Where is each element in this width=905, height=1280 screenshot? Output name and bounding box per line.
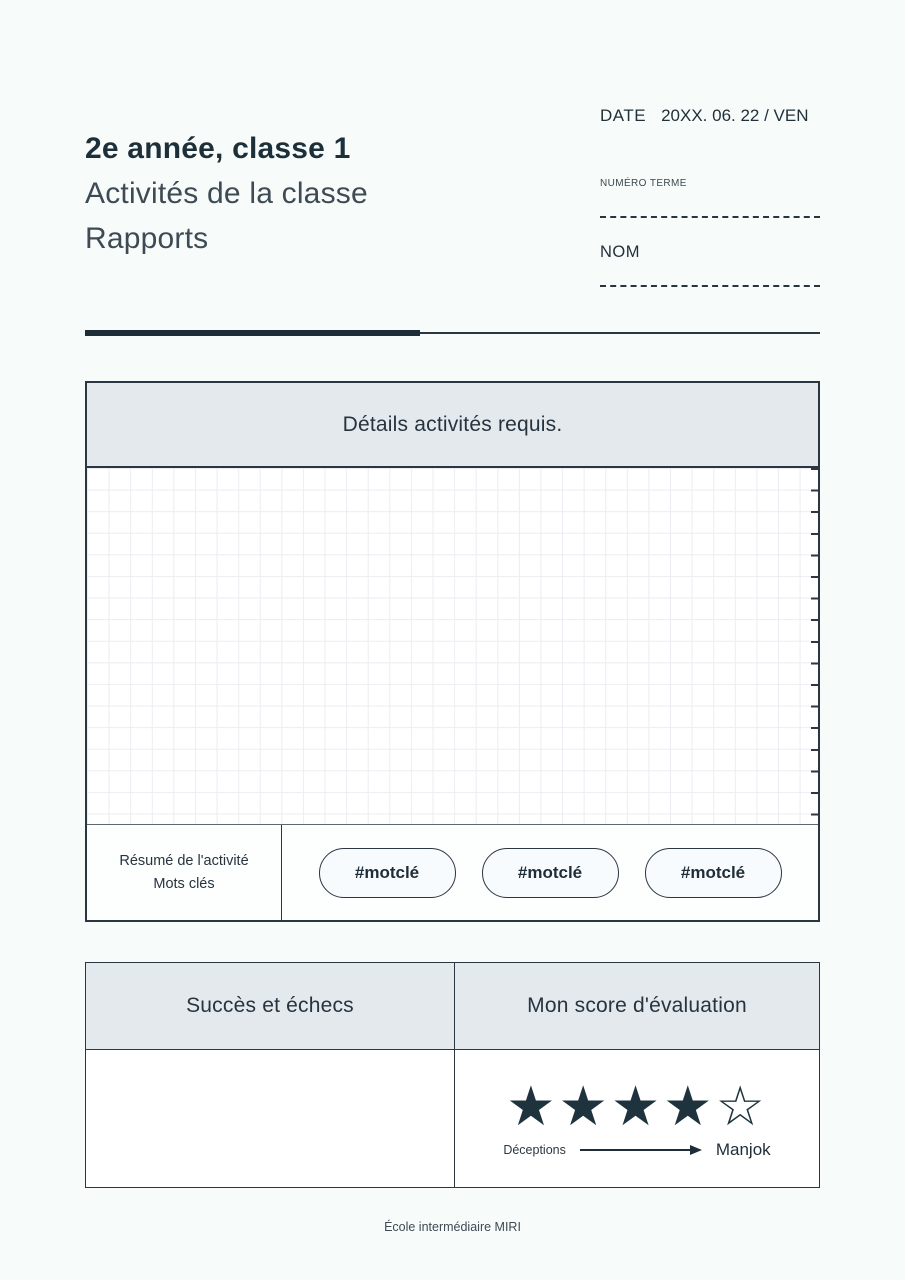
name-input[interactable] [600, 285, 820, 287]
school-name-footer: École intermédiaire MIRI [384, 1220, 521, 1234]
summary-label-line1: Résumé de l'activité [119, 852, 249, 869]
keyword-pill-zone [282, 825, 818, 920]
grid-edge-ticks [811, 468, 818, 824]
evaluation-score-cell [455, 1050, 819, 1187]
activity-details-writing-area[interactable] [87, 468, 818, 824]
star-filled-icon[interactable]: ★ [558, 1074, 611, 1138]
summary-label-cell [87, 825, 282, 920]
keyword-row [87, 824, 818, 920]
date-row [600, 106, 820, 126]
meta-block [600, 106, 820, 287]
rating-low-label: Déceptions [503, 1143, 566, 1157]
rating-scale-caption [503, 1140, 770, 1160]
divider-thin-segment [420, 332, 820, 334]
evaluation-score-header: Mon score d'évaluation [455, 963, 819, 1050]
star-rating [506, 1074, 768, 1138]
name-label: NOM [600, 243, 640, 261]
star-empty-icon[interactable]: ☆ [715, 1074, 768, 1138]
page-title: 2e année, classe 1 [85, 132, 351, 165]
keyword-pill-3[interactable]: #motclé [645, 848, 782, 898]
rating-high-label: Manjok [715, 1140, 771, 1159]
page-subtitle-line2: Rapports [85, 222, 209, 255]
evaluation-table [85, 962, 820, 1188]
date-value: 20XX. 06. 22 / VEN [661, 106, 809, 125]
divider-thick-segment [85, 330, 420, 336]
summary-label-line2: Mots clés [153, 875, 215, 892]
keyword-pill-1[interactable]: #motclé [319, 848, 456, 898]
date-label: DATE [600, 106, 647, 125]
success-failure-writing-area[interactable] [86, 1050, 455, 1187]
right-arrow-icon [580, 1144, 702, 1156]
star-filled-icon[interactable]: ★ [663, 1074, 716, 1138]
star-filled-icon[interactable]: ★ [506, 1074, 559, 1138]
title-block [85, 126, 368, 261]
star-filled-icon[interactable]: ★ [610, 1074, 664, 1138]
term-number-label: NUMÉRO TERME [600, 178, 687, 189]
activity-details-header: Détails activités requis. [87, 383, 818, 468]
page-subtitle-line1: Activités de la classe [85, 177, 368, 210]
success-failure-header: Succès et échecs [86, 963, 455, 1050]
keyword-pill-2[interactable]: #motclé [482, 848, 619, 898]
term-number-input[interactable] [600, 216, 820, 218]
section-divider [85, 330, 820, 336]
activity-details-table [85, 381, 820, 922]
